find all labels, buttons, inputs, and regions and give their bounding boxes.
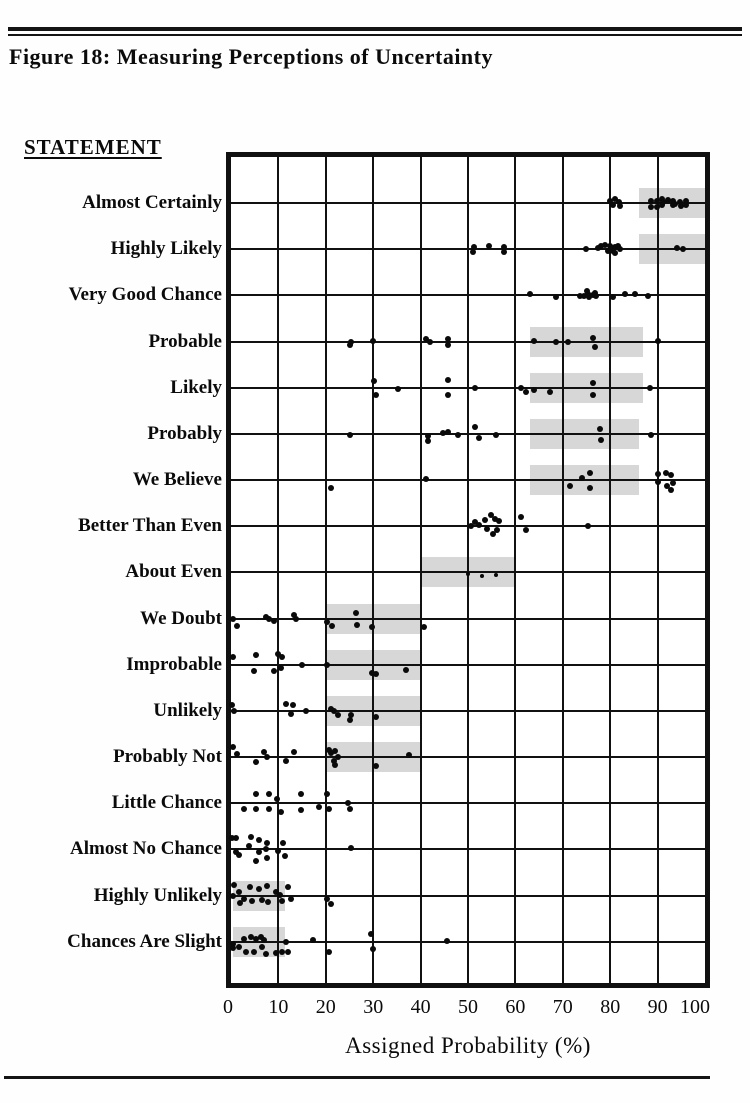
data-point (590, 335, 596, 341)
data-point (470, 249, 476, 255)
data-point (553, 339, 559, 345)
statement-label: Very Good Chance (68, 284, 222, 306)
data-point (259, 897, 265, 903)
data-point (670, 480, 676, 486)
row-gridline (231, 479, 705, 481)
data-point (590, 392, 596, 398)
data-point (373, 714, 379, 720)
row-gridline (231, 802, 705, 804)
data-point (230, 893, 236, 899)
data-point (231, 708, 237, 714)
data-point (273, 950, 279, 956)
statement-label: Chances Are Slight (67, 930, 222, 952)
data-point (347, 717, 353, 723)
data-point (329, 623, 335, 629)
data-point (655, 479, 661, 485)
data-point (288, 896, 294, 902)
data-point (587, 485, 593, 491)
data-point (278, 665, 284, 671)
data-point (668, 487, 674, 493)
data-point (259, 944, 265, 950)
data-point (395, 386, 401, 392)
x-tick-label: 80 (600, 996, 621, 1018)
data-point (326, 949, 332, 955)
data-point (647, 385, 653, 391)
row-gridline (231, 895, 705, 897)
data-point (347, 806, 353, 812)
data-point (279, 654, 285, 660)
vertical-gridline (277, 157, 279, 983)
probability-chart-plot-area (226, 152, 710, 988)
data-point (263, 951, 269, 957)
data-point (285, 884, 291, 890)
statement-label: Better Than Even (78, 515, 222, 537)
data-point (547, 389, 553, 395)
data-point (251, 949, 257, 955)
data-point (310, 937, 316, 943)
statement-label: Almost No Chance (70, 838, 222, 860)
data-point (592, 344, 598, 350)
data-point (445, 342, 451, 348)
statement-label: Highly Unlikely (93, 884, 222, 906)
data-point (590, 380, 596, 386)
data-point (253, 858, 259, 864)
data-point (290, 702, 296, 708)
data-point (553, 294, 559, 300)
data-point (271, 668, 277, 674)
data-point (298, 791, 304, 797)
data-point (256, 837, 262, 843)
data-point (425, 438, 431, 444)
data-point (283, 939, 289, 945)
data-point (373, 671, 379, 677)
vertical-gridline (325, 157, 327, 983)
data-point (593, 293, 599, 299)
data-point (370, 946, 376, 952)
data-point (236, 944, 242, 950)
data-point (353, 610, 359, 616)
statement-label: Likely (170, 376, 222, 398)
data-point (280, 840, 286, 846)
data-point (518, 514, 524, 520)
data-point (277, 892, 283, 898)
data-point (326, 806, 332, 812)
vertical-gridline (562, 157, 564, 983)
data-point (249, 898, 255, 904)
data-point (472, 385, 478, 391)
data-point (266, 806, 272, 812)
data-point (583, 246, 589, 252)
data-point (369, 624, 375, 630)
data-point (253, 791, 259, 797)
data-point (288, 711, 294, 717)
data-point (234, 623, 240, 629)
data-point (617, 203, 623, 209)
data-point (645, 293, 651, 299)
data-point (229, 702, 235, 708)
statement-label: Highly Likely (110, 238, 222, 260)
x-tick-label: 10 (268, 996, 289, 1018)
x-tick-label: 40 (410, 996, 431, 1018)
data-point (264, 754, 270, 760)
x-tick-label: 70 (552, 996, 573, 1018)
data-point (256, 849, 262, 855)
statement-label: We Believe (132, 469, 222, 491)
data-point (670, 202, 676, 208)
data-point (283, 758, 289, 764)
data-point (293, 616, 299, 622)
data-point (527, 291, 533, 297)
data-point (243, 949, 249, 955)
data-point (579, 475, 585, 481)
data-point (370, 338, 376, 344)
data-point (610, 202, 616, 208)
data-point (444, 938, 450, 944)
row-gridline (231, 341, 705, 343)
data-point (472, 424, 478, 430)
data-point (291, 749, 297, 755)
data-point (354, 622, 360, 628)
data-point (282, 853, 288, 859)
data-point (316, 804, 322, 810)
data-point (236, 852, 242, 858)
data-point (328, 901, 334, 907)
data-point (668, 472, 674, 478)
statement-label: Little Chance (111, 792, 222, 814)
data-point (233, 835, 239, 841)
data-point (501, 249, 507, 255)
bottom-rule (4, 1076, 710, 1079)
data-point (368, 931, 374, 937)
data-point (421, 624, 427, 630)
data-point (303, 708, 309, 714)
data-point (455, 432, 461, 438)
data-point (236, 889, 242, 895)
data-point (283, 701, 289, 707)
data-point (523, 389, 529, 395)
vertical-gridline (514, 157, 516, 983)
data-point (347, 342, 353, 348)
data-point (347, 432, 353, 438)
x-axis-title: Assigned Probability (%) (345, 1033, 591, 1058)
x-tick-label: 60 (505, 996, 526, 1018)
data-point (241, 806, 247, 812)
data-point (476, 435, 482, 441)
data-point (230, 654, 236, 660)
data-point (445, 336, 451, 342)
data-point (632, 291, 638, 297)
data-point (230, 616, 236, 622)
data-point (298, 807, 304, 813)
row-gridline (231, 941, 705, 943)
data-point (585, 523, 591, 529)
statement-label: Almost Certainly (82, 192, 222, 213)
data-point (278, 809, 284, 815)
data-point (605, 248, 611, 254)
x-tick-label: 20 (315, 996, 336, 1018)
data-point (482, 517, 488, 523)
data-point (231, 882, 237, 888)
row-gridline (231, 248, 705, 250)
vertical-gridline (420, 157, 422, 983)
data-point (648, 432, 654, 438)
data-point (445, 392, 451, 398)
data-point (565, 339, 571, 345)
data-point (674, 245, 680, 251)
statement-label: We Doubt (140, 607, 222, 629)
data-point (271, 618, 277, 624)
statement-label: Probably Not (113, 746, 222, 768)
data-point (445, 429, 451, 435)
data-point (299, 662, 305, 668)
vertical-gridline (467, 157, 469, 983)
data-point (263, 846, 269, 852)
data-point (335, 712, 341, 718)
row-gridline (231, 202, 705, 204)
data-point (241, 936, 247, 942)
vertical-gridline (609, 157, 611, 983)
x-tick-label: 50 (458, 996, 478, 1018)
data-point (328, 485, 334, 491)
x-tick-label: 100 (680, 996, 710, 1018)
data-point (523, 527, 529, 533)
statement-label: Probably (147, 422, 222, 444)
data-point (598, 437, 604, 443)
data-point (484, 526, 490, 532)
data-point (324, 791, 330, 797)
statement-label: Probable (148, 330, 222, 352)
data-point (531, 338, 537, 344)
row-gridline (231, 433, 705, 435)
data-point (253, 652, 259, 658)
data-point (567, 483, 573, 489)
data-point (261, 937, 267, 943)
data-point (324, 662, 330, 668)
figure-title: Figure 18: Measuring Perceptions of Uncertainty (9, 44, 493, 69)
data-point (655, 338, 661, 344)
data-point (264, 855, 270, 861)
data-point (253, 806, 259, 812)
x-tick-label: 90 (647, 996, 668, 1018)
data-point (264, 840, 270, 846)
statement-column-header: STATEMENT (24, 135, 162, 159)
x-tick-label: 0 (223, 996, 233, 1018)
row-gridline (231, 848, 705, 850)
data-point (612, 250, 618, 256)
row-gridline (231, 618, 705, 620)
data-point (230, 744, 236, 750)
data-point (266, 791, 272, 797)
data-point (371, 378, 377, 384)
statement-label: About Even (125, 561, 222, 583)
data-point (587, 470, 593, 476)
row-gridline (231, 756, 705, 758)
data-point (348, 845, 354, 851)
statement-label: Unlikely (153, 699, 222, 721)
data-point (597, 426, 603, 432)
data-point (264, 883, 270, 889)
data-point (655, 471, 661, 477)
data-point (248, 834, 254, 840)
data-point (427, 339, 433, 345)
top-double-rule (8, 27, 742, 36)
vertical-gridline (372, 157, 374, 983)
data-point (285, 949, 291, 955)
data-point (279, 898, 285, 904)
vertical-gridline (657, 157, 659, 983)
data-point (251, 668, 257, 674)
data-point (493, 432, 499, 438)
data-point (373, 392, 379, 398)
data-point (476, 522, 482, 528)
data-point (496, 518, 502, 524)
row-gridline (231, 387, 705, 389)
data-point (247, 884, 253, 890)
data-point (622, 291, 628, 297)
data-point (445, 377, 451, 383)
data-point (275, 848, 281, 854)
data-point (610, 294, 616, 300)
statement-label: Improbable (126, 653, 222, 675)
data-point (494, 527, 500, 533)
data-point (253, 759, 259, 765)
x-tick-label: 30 (363, 996, 384, 1018)
data-point (423, 476, 429, 482)
